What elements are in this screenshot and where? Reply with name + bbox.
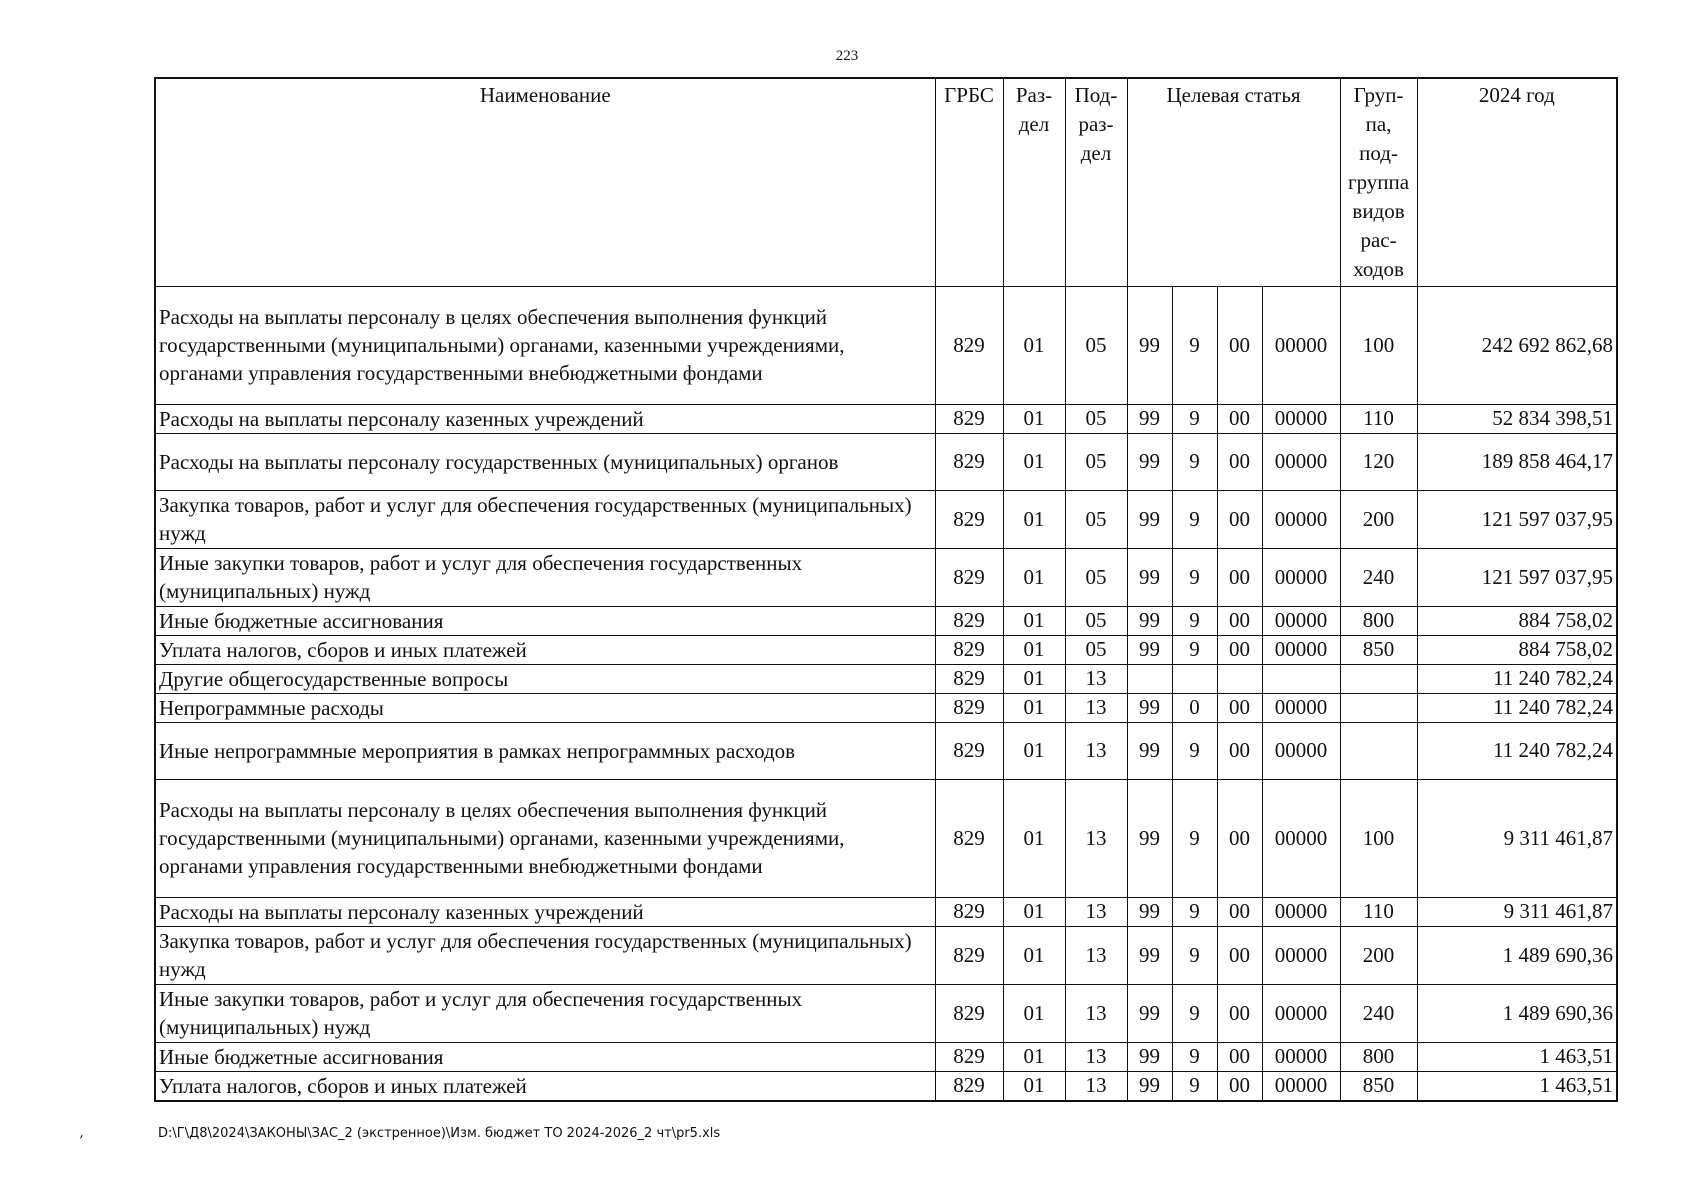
table-row [155,1042,1617,1071]
cell-pr: 13 [1065,926,1127,984]
cell-cs1: 99 [1127,722,1172,779]
cell-rz: 01 [1003,926,1065,984]
table-row [155,1071,1617,1101]
cell-amount: 121 597 037,95 [1417,490,1617,548]
cell-pr: 05 [1065,433,1127,490]
cell-cs1: 99 [1127,433,1172,490]
cell-amount: 11 240 782,24 [1417,722,1617,779]
cell-cs3: 00 [1217,1042,1262,1071]
cell-cs2: 9 [1172,984,1217,1042]
cell-cs2: 9 [1172,926,1217,984]
table-row [155,606,1617,635]
cell-name: Расходы на выплаты персоналу в целях обеспечения выполнения функций государственными (муниципальными) органами, казенными учреждениями, органами управления государственными внебюджетными фондами [155,286,935,404]
table-row [155,404,1617,433]
cell-name: Закупка товаров, работ и услуг для обеспечения государственных (муниципальных) нужд [155,926,935,984]
page-number: 223 [835,48,859,64]
table-row [155,693,1617,722]
cell-grbs: 829 [935,926,1003,984]
cell-cs2: 9 [1172,286,1217,404]
cell-name: Расходы на выплаты персоналу государственных (муниципальных) органов [155,433,935,490]
cell-rz: 01 [1003,490,1065,548]
cell-cs3: 00 [1217,722,1262,779]
cell-vr: 200 [1340,926,1417,984]
cell-grbs: 829 [935,664,1003,693]
cell-cs4: 00000 [1262,779,1340,897]
cell-cs1: 99 [1127,490,1172,548]
cell-amount: 884 758,02 [1417,606,1617,635]
cell-grbs: 829 [935,897,1003,926]
cell-name: Расходы на выплаты персоналу казенных учреждений [155,404,935,433]
cell-rz: 01 [1003,548,1065,606]
cell-cs3: 00 [1217,490,1262,548]
cell-cs3: 00 [1217,897,1262,926]
cell-rz: 01 [1003,1042,1065,1071]
cell-cs3: 00 [1217,1071,1262,1101]
cell-cs3: 00 [1217,286,1262,404]
cell-grbs: 829 [935,1071,1003,1101]
cell-vr: 110 [1340,404,1417,433]
cell-cs3: 00 [1217,635,1262,664]
cell-vr: 200 [1340,490,1417,548]
cell-cs4: 00000 [1262,1071,1340,1101]
cell-cs2: 9 [1172,722,1217,779]
cell-amount: 121 597 037,95 [1417,548,1617,606]
cell-amount: 52 834 398,51 [1417,404,1617,433]
header-podrazdel: Под- раз- дел [1065,78,1127,286]
cell-amount: 242 692 862,68 [1417,286,1617,404]
cell-name: Другие общегосударственные вопросы [155,664,935,693]
cell-vr: 100 [1340,779,1417,897]
cell-cs4: 00000 [1262,548,1340,606]
cell-rz: 01 [1003,779,1065,897]
table-row [155,926,1617,984]
cell-amount: 1 463,51 [1417,1042,1617,1071]
file-path-footer: D:\Г\Д8\2024\ЗАКОНЫ\ЗАС_2 (экстренное)\Изм. бюджет ТО 2024-2026_2 чт\pr5.xls [158,1126,721,1141]
cell-cs2: 9 [1172,433,1217,490]
cell-cs2: 9 [1172,548,1217,606]
cell-cs4: 00000 [1262,926,1340,984]
cell-cs2: 9 [1172,404,1217,433]
cell-rz: 01 [1003,404,1065,433]
header-gruppa-vidov-rashodov: Груп- па, под- группа видов рас- ходов [1340,78,1417,286]
cell-pr: 13 [1065,779,1127,897]
cell-grbs: 829 [935,693,1003,722]
cell-name: Иные непрограммные мероприятия в рамках непрограммных расходов [155,722,935,779]
cell-pr: 13 [1065,664,1127,693]
cell-pr: 13 [1065,693,1127,722]
cell-cs4: 00000 [1262,984,1340,1042]
cell-vr [1340,664,1417,693]
cell-cs4: 00000 [1262,897,1340,926]
table-row [155,433,1617,490]
cell-cs1 [1127,664,1172,693]
cell-pr: 05 [1065,286,1127,404]
cell-name: Закупка товаров, работ и услуг для обеспечения государственных (муниципальных) нужд [155,490,935,548]
cell-vr: 120 [1340,433,1417,490]
cell-name: Расходы на выплаты персоналу казенных учреждений [155,897,935,926]
cell-cs3: 00 [1217,926,1262,984]
header-razdel: Раз- дел [1003,78,1065,286]
table-row [155,984,1617,1042]
cell-name: Непрограммные расходы [155,693,935,722]
cell-rz: 01 [1003,722,1065,779]
table-row [155,635,1617,664]
cell-pr: 05 [1065,404,1127,433]
cell-pr: 13 [1065,1071,1127,1101]
cell-cs3: 00 [1217,404,1262,433]
cell-amount: 1 489 690,36 [1417,984,1617,1042]
table-row [155,722,1617,779]
cell-cs4: 00000 [1262,722,1340,779]
cell-name: Иные закупки товаров, работ и услуг для обеспечения государственных (муниципальных) нужд [155,548,935,606]
cell-cs1: 99 [1127,635,1172,664]
cell-pr: 13 [1065,1042,1127,1071]
cell-cs4: 00000 [1262,1042,1340,1071]
cell-cs2: 9 [1172,779,1217,897]
cell-pr: 13 [1065,722,1127,779]
table-row [155,490,1617,548]
cell-rz: 01 [1003,897,1065,926]
cell-cs3: 00 [1217,606,1262,635]
cell-vr [1340,693,1417,722]
cell-vr: 240 [1340,984,1417,1042]
cell-name: Иные закупки товаров, работ и услуг для обеспечения государственных (муниципальных) нужд [155,984,935,1042]
cell-cs2: 9 [1172,490,1217,548]
cell-cs4: 00000 [1262,635,1340,664]
cell-cs4: 00000 [1262,286,1340,404]
cell-cs1: 99 [1127,548,1172,606]
cell-vr [1340,722,1417,779]
cell-amount: 1 489 690,36 [1417,926,1617,984]
cell-cs1: 99 [1127,606,1172,635]
cell-rz: 01 [1003,664,1065,693]
cell-cs3: 00 [1217,779,1262,897]
cell-vr: 800 [1340,1042,1417,1071]
cell-amount: 9 311 461,87 [1417,779,1617,897]
cell-pr: 13 [1065,897,1127,926]
cell-cs1: 99 [1127,404,1172,433]
cell-pr: 05 [1065,548,1127,606]
cell-cs1: 99 [1127,1071,1172,1101]
budget-table [154,77,1618,1102]
cell-name: Уплата налогов, сборов и иных платежей [155,1071,935,1101]
cell-cs4: 00000 [1262,404,1340,433]
cell-cs3: 00 [1217,548,1262,606]
table-row [155,664,1617,693]
cell-grbs: 829 [935,984,1003,1042]
cell-cs3: 00 [1217,984,1262,1042]
cell-rz: 01 [1003,1071,1065,1101]
table-row [155,286,1617,404]
header-name: Наименование [155,78,935,286]
cell-cs1: 99 [1127,1042,1172,1071]
table-body [155,286,1617,1101]
cell-cs4: 00000 [1262,606,1340,635]
cell-cs3 [1217,664,1262,693]
cell-cs2: 9 [1172,1071,1217,1101]
cell-name: Иные бюджетные ассигнования [155,606,935,635]
cell-rz: 01 [1003,433,1065,490]
cell-amount: 9 311 461,87 [1417,897,1617,926]
cell-cs2: 9 [1172,606,1217,635]
cell-amount: 189 858 464,17 [1417,433,1617,490]
cell-cs4 [1262,664,1340,693]
cell-cs2 [1172,664,1217,693]
cell-rz: 01 [1003,606,1065,635]
cell-rz: 01 [1003,693,1065,722]
table-row [155,779,1617,897]
cell-name: Иные бюджетные ассигнования [155,1042,935,1071]
cell-grbs: 829 [935,779,1003,897]
cell-amount: 884 758,02 [1417,635,1617,664]
cell-vr: 240 [1340,548,1417,606]
cell-cs1: 99 [1127,926,1172,984]
table-row [155,897,1617,926]
cell-cs4: 00000 [1262,693,1340,722]
cell-pr: 05 [1065,490,1127,548]
cell-grbs: 829 [935,1042,1003,1071]
cell-cs1: 99 [1127,693,1172,722]
cell-pr: 05 [1065,635,1127,664]
cell-pr: 05 [1065,606,1127,635]
header-celevaya-statya: Целевая статья [1127,78,1340,286]
cell-cs1: 99 [1127,984,1172,1042]
cell-grbs: 829 [935,404,1003,433]
cell-grbs: 829 [935,548,1003,606]
cell-vr: 100 [1340,286,1417,404]
cell-grbs: 829 [935,722,1003,779]
cell-name: Расходы на выплаты персоналу в целях обеспечения выполнения функций государственными (муниципальными) органами, казенными учреждениями, органами управления государственными внебюджетными фондами [155,779,935,897]
margin-mark: , [80,1126,85,1141]
cell-cs1: 99 [1127,779,1172,897]
cell-rz: 01 [1003,635,1065,664]
cell-cs4: 00000 [1262,490,1340,548]
cell-vr: 110 [1340,897,1417,926]
cell-amount: 1 463,51 [1417,1071,1617,1101]
cell-rz: 01 [1003,286,1065,404]
header-year-2024: 2024 год [1417,78,1617,286]
cell-vr: 800 [1340,606,1417,635]
cell-grbs: 829 [935,606,1003,635]
cell-rz: 01 [1003,984,1065,1042]
cell-cs3: 00 [1217,433,1262,490]
cell-amount: 11 240 782,24 [1417,693,1617,722]
cell-vr: 850 [1340,1071,1417,1101]
cell-cs1: 99 [1127,897,1172,926]
header-row [155,78,1617,286]
cell-grbs: 829 [935,286,1003,404]
cell-grbs: 829 [935,635,1003,664]
cell-cs2: 0 [1172,693,1217,722]
table-row [155,548,1617,606]
cell-grbs: 829 [935,433,1003,490]
cell-vr: 850 [1340,635,1417,664]
cell-amount: 11 240 782,24 [1417,664,1617,693]
cell-cs2: 9 [1172,635,1217,664]
cell-cs1: 99 [1127,286,1172,404]
header-grbs: ГРБС [935,78,1003,286]
cell-grbs: 829 [935,490,1003,548]
cell-cs2: 9 [1172,1042,1217,1071]
cell-cs2: 9 [1172,897,1217,926]
cell-pr: 13 [1065,984,1127,1042]
cell-name: Уплата налогов, сборов и иных платежей [155,635,935,664]
cell-cs4: 00000 [1262,433,1340,490]
cell-cs3: 00 [1217,693,1262,722]
